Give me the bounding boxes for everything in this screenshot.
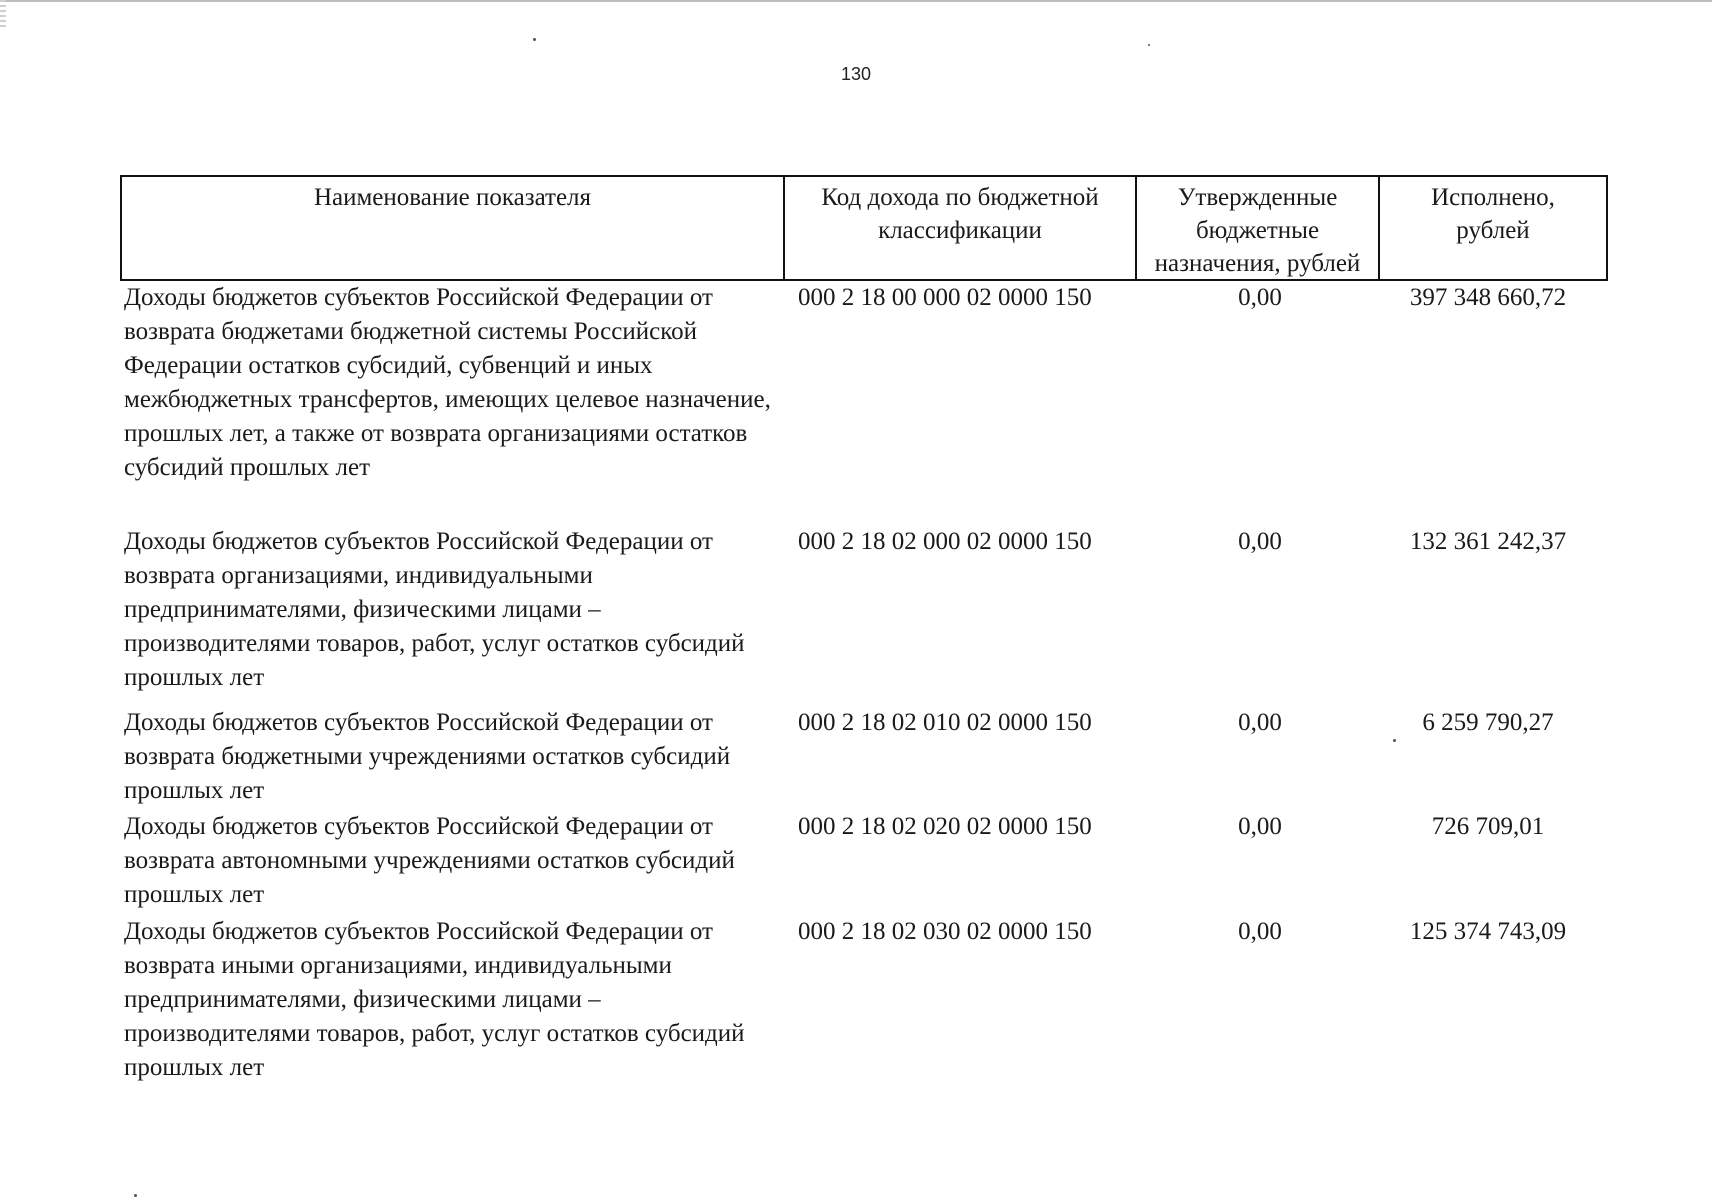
row-approved: 0,00 bbox=[1238, 918, 1282, 945]
row-approved: 0,00 bbox=[1238, 284, 1282, 311]
row-executed: 397 348 660,72 bbox=[1409, 284, 1567, 311]
page-number: 130 bbox=[840, 64, 872, 84]
header-approved: Утвержденные бюджетные назначения, рублей bbox=[1154, 184, 1361, 277]
row-code: 000 2 18 02 030 02 0000 150 bbox=[798, 918, 1092, 945]
row-code: 000 2 18 02 000 02 0000 150 bbox=[798, 528, 1092, 555]
header-right-border bbox=[1606, 175, 1608, 281]
row-code: 000 2 18 02 010 02 0000 150 bbox=[798, 709, 1092, 736]
row-name: Доходы бюджетов субъектов Российской Федерации от возврата иными организациями, индивидуальными предпринимателями, физическими лицами – производителями товаров, работ, услуг остатков субсидий прошлых лет bbox=[124, 918, 745, 1081]
header-code: Код дохода по бюджетной классификации bbox=[821, 184, 1099, 244]
row-approved: 0,00 bbox=[1238, 813, 1282, 840]
row-approved: 0,00 bbox=[1238, 528, 1282, 555]
scan-speck bbox=[134, 1194, 137, 1197]
row-executed: 726 709,01 bbox=[1431, 813, 1545, 840]
row-name: Доходы бюджетов субъектов Российской Федерации от возврата автономными учреждениями остатков субсидий прошлых лет bbox=[124, 813, 735, 908]
scan-edge-line bbox=[0, 0, 1712, 2]
row-name: Доходы бюджетов субъектов Российской Федерации от возврата организациями, индивидуальными предпринимателями, физическими лицами – производителями товаров, работ, услуг остатков субсидий прошлых лет bbox=[124, 528, 745, 691]
row-code: 000 2 18 02 020 02 0000 150 bbox=[798, 813, 1092, 840]
row-executed: 6 259 790,27 bbox=[1422, 709, 1554, 736]
scan-speck bbox=[533, 38, 536, 41]
table-header bbox=[120, 175, 1608, 281]
row-executed: 132 361 242,37 bbox=[1409, 528, 1567, 555]
scan-edge-noise bbox=[0, 0, 6, 30]
row-code: 000 2 18 00 000 02 0000 150 bbox=[798, 284, 1092, 311]
header-name: Наименование показателя bbox=[313, 184, 592, 211]
row-name: Доходы бюджетов субъектов Российской Федерации от возврата бюджетными учреждениями остатков субсидий прошлых лет bbox=[124, 709, 731, 804]
row-name: Доходы бюджетов субъектов Российской Федерации от возврата бюджетами бюджетной системы Российской Федерации остатков субсидий, субвенций и иных межбюджетных трансфертов, имеющих целевое назначение, прошлых лет, а также от возврата организациями остатков субсидий прошлых лет bbox=[124, 284, 771, 481]
header-executed: Исполнено, рублей bbox=[1431, 184, 1555, 244]
scan-speck bbox=[1148, 44, 1150, 46]
row-executed: 125 374 743,09 bbox=[1409, 918, 1567, 945]
row-approved: 0,00 bbox=[1238, 709, 1282, 736]
